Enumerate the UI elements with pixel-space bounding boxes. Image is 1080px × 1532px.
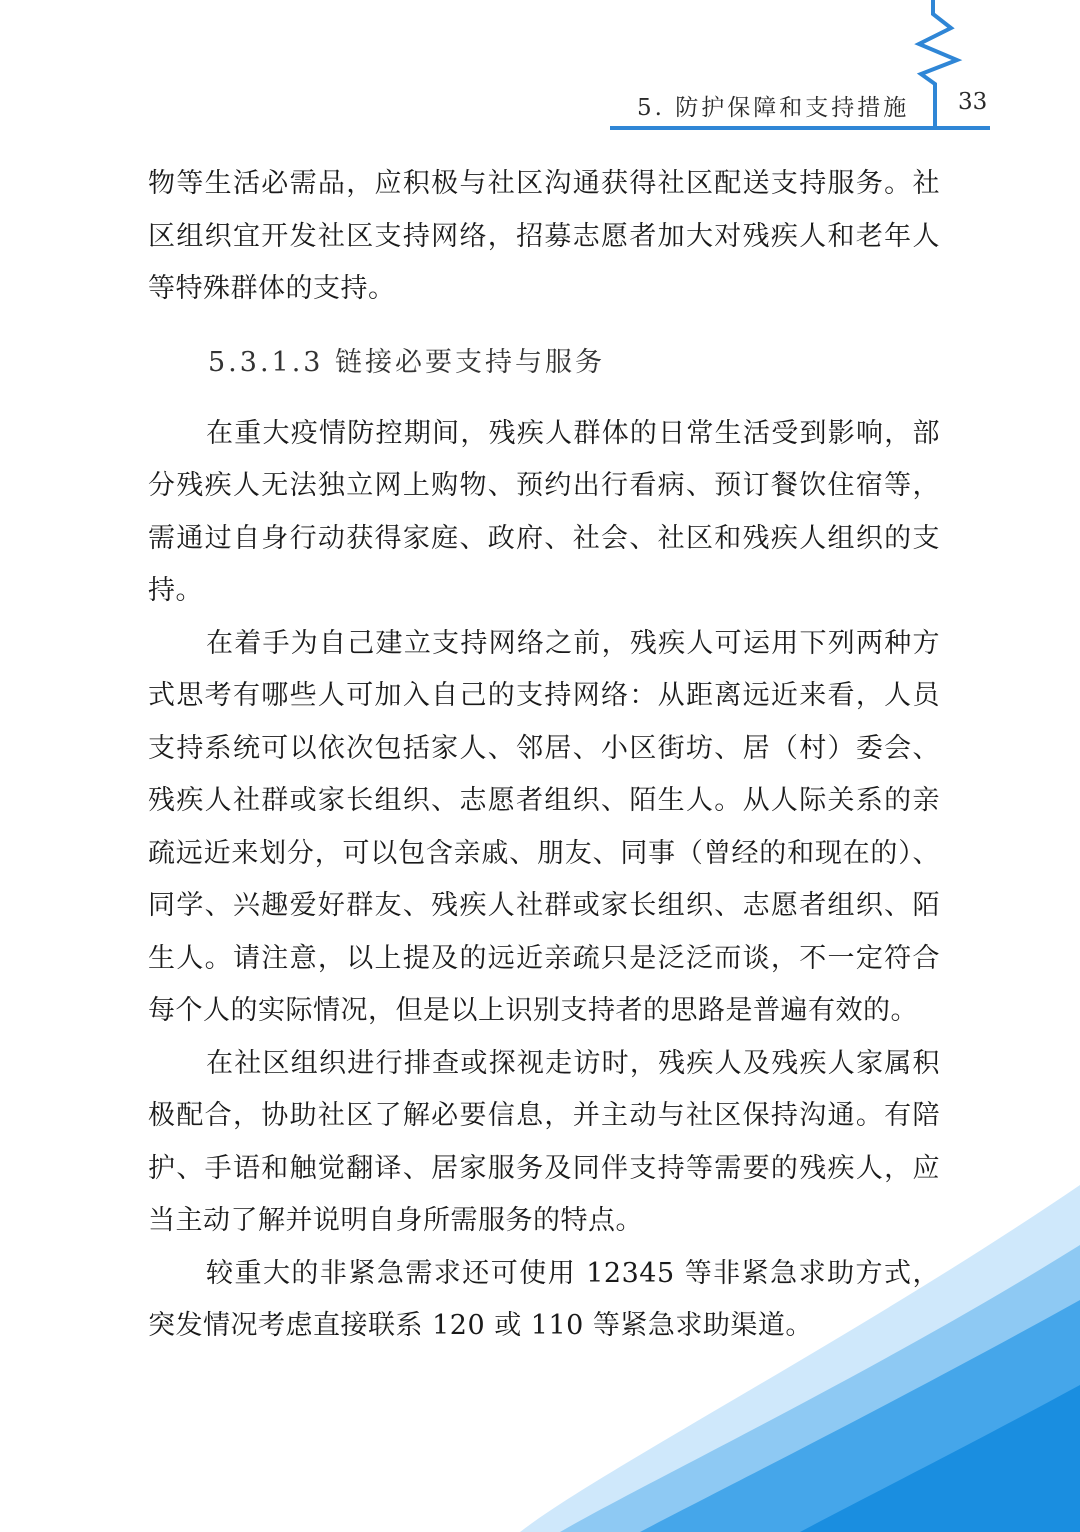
- chapter-title: 5. 防护保障和支持措施: [637, 95, 910, 121]
- continued-paragraph: 物等生活必需品，应积极与社区沟通获得社区配送支持服务。社区组织宜开发社区支持网络，招募志愿者加大对残疾人和老年人等特殊群体的支持。: [148, 168, 940, 304]
- section-heading: 5.3.1.3 链接必要支持与服务: [208, 346, 606, 378]
- body-paragraph: 在社区组织进行排查或探视走访时，残疾人及残疾人家属积极配合，协助社区了解必要信息，并主动与社区保持沟通。有陪护、手语和触觉翻译、居家服务及同伴支持等需要的残疾人，应当主动了解并说明自身所需服务的特点。: [148, 1047, 940, 1236]
- body-paragraph: 在重大疫情防控期间，残疾人群体的日常生活受到影响，部分残疾人无法独立网上购物、预约出行看病、预订餐饮住宿等，需通过自身行动获得家庭、政府、社会、社区和残疾人组织的支持。: [148, 417, 940, 606]
- page-number: 33: [958, 89, 988, 115]
- page-header: [612, 86, 988, 126]
- body-paragraph: 较重大的非紧急需求还可使用 12345 等非紧急求助方式，突发情况考虑直接联系 120 或 110 等紧急求助渠道。: [148, 1257, 940, 1341]
- page-body: [148, 158, 940, 1353]
- body-paragraph: 在着手为自己建立支持网络之前，残疾人可运用下列两种方式思考有哪些人可加入自己的支持网络：从距离远近来看，人员支持系统可以依次包括家人、邻居、小区街坊、居（村）委会、残疾人社群或家长组织、志愿者组织、陌生人。从人际关系的亲疏远近来划分，可以包含亲戚、朋友、同事（曾经的和现在的）、同学、兴趣爱好群友、残疾人社群或家长组织、志愿者组织、陌生人。请注意，以上提及的远近亲疏只是泛泛而谈，不一定符合每个人的实际情况，但是以上识别支持者的思路是普遍有效的。: [148, 627, 940, 1026]
